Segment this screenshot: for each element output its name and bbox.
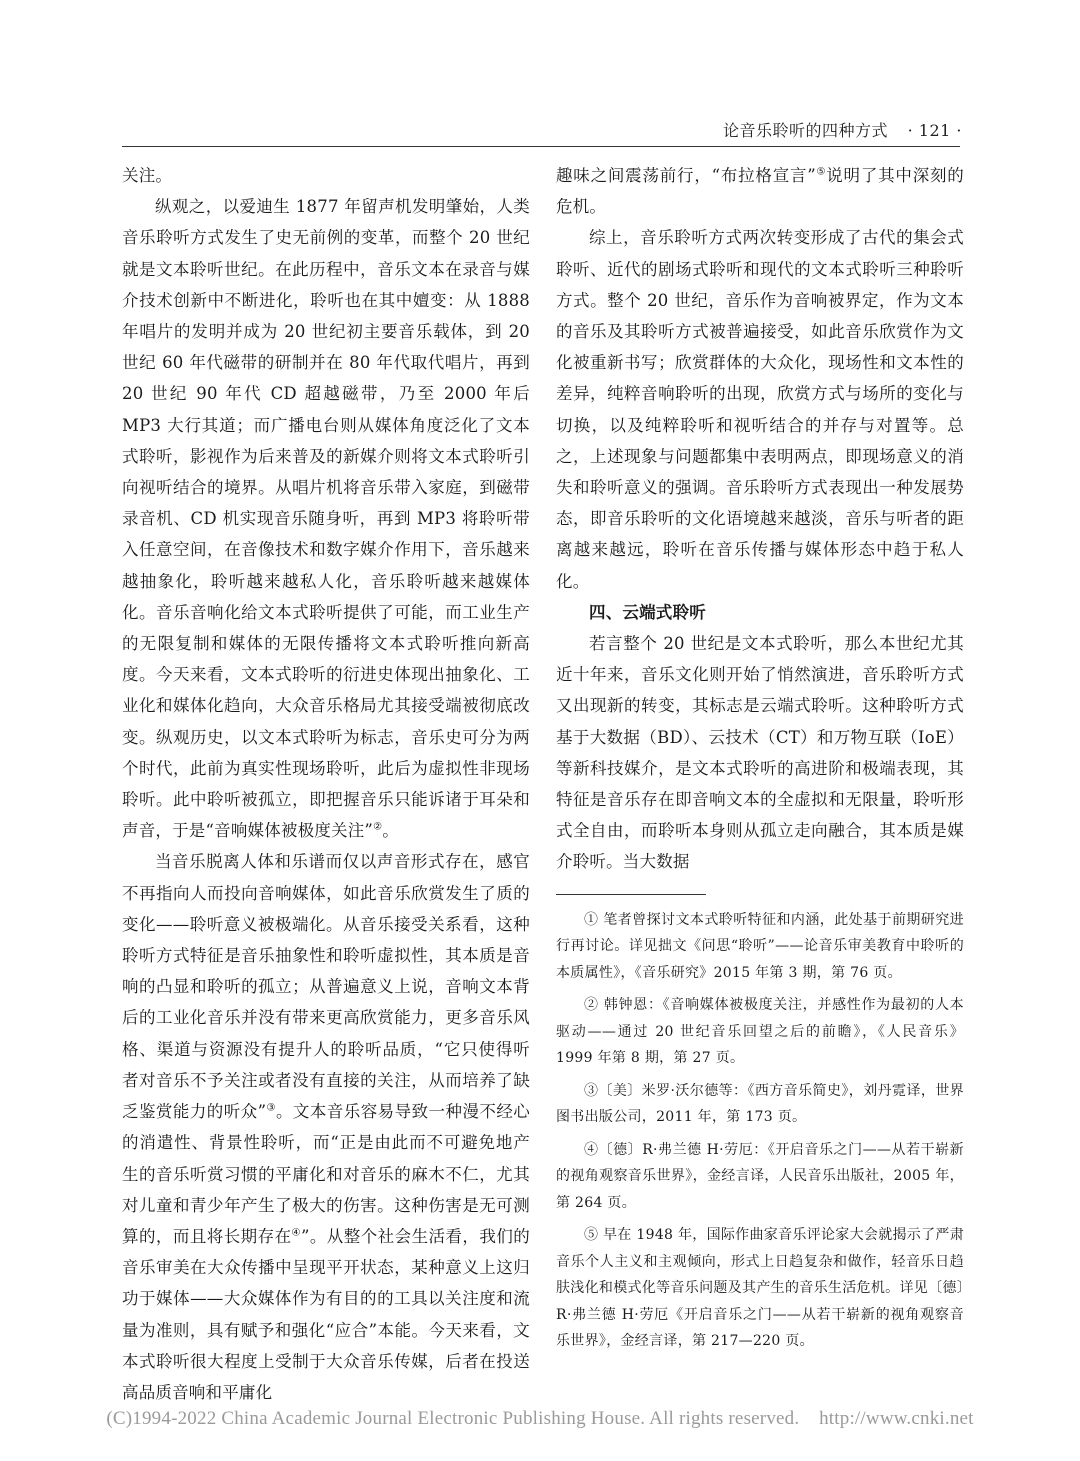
paragraph (122, 191, 530, 846)
paragraph: 综上，音乐聆听方式两次转变形成了古代的集会式聆听、近代的剧场式聆听和现代的文本式聆听三种聆听方式。整个 20 世纪，音乐作为音响被界定，作为文本的音乐及其聆听方式被普遍接受，如此音乐欣赏作为文化被重新书写；欣赏群体的大众化，现场性和文本性的差异，纯粹音响聆听的出现，欣赏方式与场所的变化与切换，以及纯粹聆听和视听结合的并存与对置等。总之，上述现象与问题都集中表明两点，即现场意义的消失和聆听意义的强调。音乐聆听方式表现出一种发展势态，即音乐聆听的文化语境越来越淡，音乐与听者的距离越来越远，聆听在音乐传播与媒体形态中趋于私人化。 (556, 228, 964, 591)
copyright-footer: (C)1994-2022 China Academic Journal Electronic Publishing House. All rights reserved. http://www.cnki.net (106, 1408, 974, 1429)
footnote-ref[interactable]: ⑤ (815, 166, 827, 178)
footnotes (556, 907, 964, 1355)
paragraph-text: 说明了其中深刻的危机。 (556, 166, 964, 217)
footnote-ref[interactable]: ④ (291, 1227, 301, 1239)
footnote-4: ④〔德〕R·弗兰德 H·劳厄：《开启音乐之门——从若干崭新的视角观察音乐世界》，金经言译，人民音乐出版社，2005 年，第 264 页。 (556, 1141, 964, 1211)
right-column (556, 160, 964, 1361)
page-number: · 121 · (907, 121, 962, 140)
paragraph (122, 846, 530, 1408)
footnote-rule (556, 894, 706, 895)
paragraph-text: 纵观之，以爱迪生 1877 年留声机发明肇始，人类音乐聆听方式发生了史无前例的变革，而整个 20 世纪就是文本聆听世纪。在此历程中，音乐文本在录音与媒介技术创新中不断进化，聆听也在其中嬗变：从 1888 年唱片的发明并成为 20 世纪初主要音乐载体，到 20 世纪 60 年代磁带的研制并在 80 年代取代唱片，再到 20 世纪 90 年代 CD 超越磁带，乃至 2000 年后 MP3 大行其道；而广播电台则从媒体角度泛化了文本式聆听，影视作为后来普及的新媒介则将文本式聆听引向视听结合的境界。从唱片机将音乐带入家庭，到磁带录音机、CD 机实现音乐随身听，再到 MP3 将聆听带入任意空间，在音像技术和数字媒介作用下，音乐越来越抽象化，聆听越来越私人化，音乐聆听越来越媒体化。音乐音响化给文本式聆听提供了可能，而工业生产的无限复制和媒体的无限传播将文本式聆听推向新高度。今天来看，文本式聆听的衍进史体现出抽象化、工业化和媒体化趋向，大众音乐格局尤其接受端被彻底改变。纵观历史，以文本式聆听为标志，音乐史可分为两个时代，此前为真实性现场聆听，此后为虚拟性非现场聆听。此中聆听被孤立，即把握音乐只能诉诸于耳朵和声音，于是“音响媒体被极度关注” (122, 197, 530, 841)
footnote-ref[interactable]: ② (373, 821, 383, 833)
footnote-5: ⑤ 早在 1948 年，国际作曲家音乐评论家大会就揭示了严肃音乐个人主义和主观倾向，形式上日趋复杂和做作，轻音乐日趋肤浅化和模式化等音乐问题及其产生的音乐生活危机。详见〔德〕R·弗兰德 H·劳厄《开启音乐之门——从若干崭新的视角观察音乐世界》，金经言译，第 217—220 页。 (556, 1227, 964, 1350)
paragraph-text: 。 (382, 821, 399, 841)
footnote-1: ① 笔者曾探讨文本式聆听特征和内涵，此处基于前期研究进行再讨论。详见拙文《问思“聆听”——论音乐审美教育中聆听的本质属性》，《音乐研究》2015 年第 3 期，第 76 页。 (556, 911, 964, 981)
section-heading: 四、云端式聆听 (589, 602, 706, 622)
footnote-2: ② 韩钟恩：《音响媒体被极度关注，并感性作为最初的人本驱动——通过 20 世纪音乐回望之后的前瞻》，《人民音乐》1999 年第 8 期，第 27 页。 (556, 997, 964, 1067)
footnote-ref[interactable]: ③ (266, 1102, 276, 1114)
paragraph-text: ”。从整个社会生活看，我们的音乐审美在大众传播中呈现平开状态，某种意义上这归功于媒体——大众媒体作为有目的的工具以关注度和流量为准则，具有赋予和强化“应合”本能。今天来看，文本式聆听很大程度上受制于大众音乐传媒，后者在投送高品质音响和平庸化 (122, 1226, 530, 1402)
footnote-3: ③〔美〕米罗·沃尔德等：《西方音乐简史》，刘丹霓译，世界图书出版公司，2011 年，第 173 页。 (556, 1082, 964, 1126)
running-header (723, 118, 962, 141)
paragraph-continuation: 关注。 (122, 166, 173, 185)
paragraph: 若言整个 20 世纪是文本式聆听，那么本世纪尤其近十年来，音乐文化则开始了悄然演进，音乐聆听方式又出现新的转变，其标志是云端式聆听。这种聆听方式基于大数据（BD）、云技术（CT）和万物互联（IoE）等新科技媒介，是文本式聆听的高进阶和极端表现，其特征是音乐存在即音响文本的全虚拟和无限量，聆听形式全自由，而聆听本身则从孤立走向融合，其本质是媒介聆听。当大数据 (556, 634, 964, 872)
paragraph-text: 趣味之间震荡前行，“布拉格宣言” (556, 166, 816, 185)
left-column (122, 160, 530, 1408)
paragraph-text: 当音乐脱离人体和乐谱而仅以声音形式存在，感官不再指向人而投向音响媒体，如此音乐欣赏发生了质的变化——聆听意义被极端化。从音乐接受关系看，这种聆听方式特征是音乐抽象性和聆听虚拟性，其本质是音响的凸显和聆听的孤立；从普遍意义上说，音响文本背后的工业化音乐并没有带来更高欣赏能力，更多音乐风格、渠道与资源没有提升人的聆听品质，“它只使得听者对音乐不予关注或者没有直接的关注，从而培养了缺乏鉴赏能力的听众” (122, 852, 530, 1122)
paragraph-text: 。文本音乐容易导致一种漫不经心的消遣性、背景性聆听，而“正是由此而不可避免地产生的音乐听赏习惯的平庸化和对音乐的麻木不仁，尤其对儿童和青少年产生了极大的伤害。这种伤害是无可测算的，而且将长期存在 (122, 1102, 530, 1246)
running-title: 论音乐聆听的四种方式 (723, 121, 889, 140)
header-rule (122, 146, 960, 147)
paragraph-continuation (556, 160, 964, 222)
